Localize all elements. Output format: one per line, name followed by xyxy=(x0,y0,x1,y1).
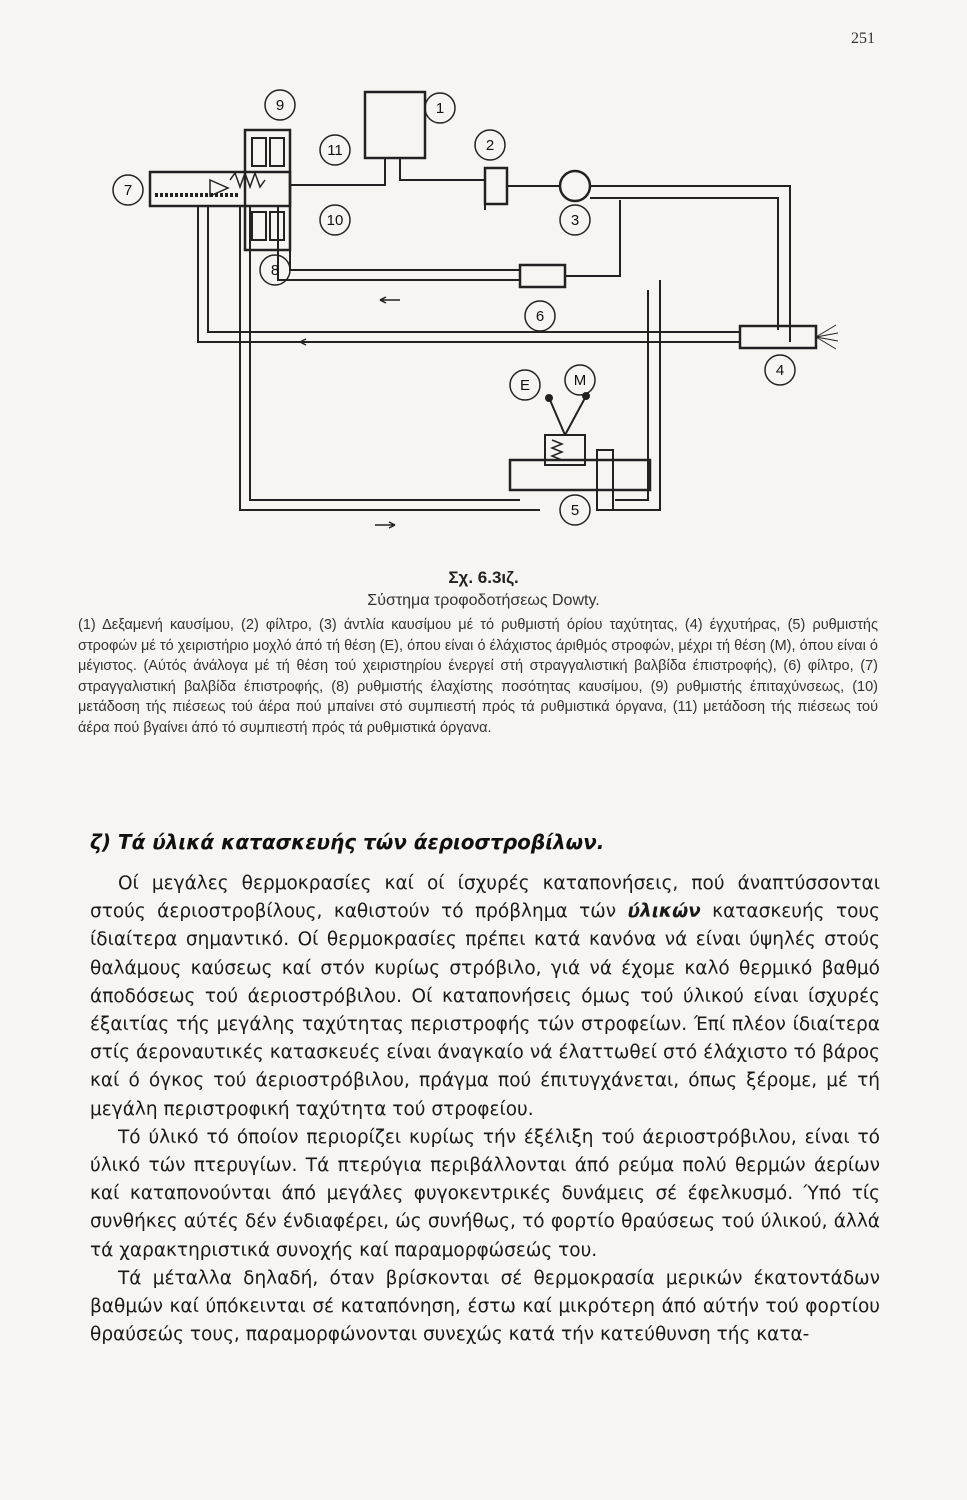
fuel-pump-circle xyxy=(560,171,590,201)
figure-caption-body: (1) Δεξαμενή καυσίμου, (2) φίλτρο, (3) άντλία καυσίμου μέ τό ρυθμιστή όρίου ταχύτητας, (4) έγχυτήρας, (5) ρυθμιστής στροφών μέ τό χειριστήριο μοχλό άπό τή θέση (Ε), όπου είναι ό έλάχιστος άριθμός στροφών, μέχρι τή θέση (Μ), όπου είναι ό μέγιστος. (Αύτός άνάλογα μέ τή θέση τού χειριστηρίου ένεργεί στή στραγγαλιστική βαλβίδα έπιστροφής), (6) φίλτρο, (7) στραγγαλιστική βαλβίδα έπιστροφής, (8) ρυθμιστής έλαχίστης ποσότητας καυσίμου, (9) ρυθμιστής έπιταχύνσεως, (10) μετάδοση τής πιέσεως τού άέρα πού μπαίνει στό συμπιεστή πρός τά ρυθμιστικά όργανα, (11) μετάδοση τής πιέσεως τού άέρα πού βγαίνει άπό τό συμπιεστή πρός τά ρυθμιστικά όργανα. xyxy=(78,617,878,736)
label-11: 11 xyxy=(327,142,343,159)
figure-caption-subtitle: Σύστημα τροφοδοτήσεως Dowty. xyxy=(367,592,600,609)
paragraph-1-part-1: Οί μεγάλες θερμοκρασίες καί οί ίσχυρές καταπονήσεις, πού άναπτύσσονται στούς άεριοστροβίλους, καθιστούν τό πρόβλημα τών xyxy=(90,873,880,923)
emphasis-materials: ύλικών xyxy=(627,901,701,923)
label-2: 2 xyxy=(485,137,495,154)
label-e: E xyxy=(519,377,531,394)
label-6: 6 xyxy=(535,308,545,325)
paragraph-1-part-2: κατασκευής τους ίδιαίτερα σημαντικό. Οί θερμοκρασίες πρέπει κατά κανόνα νά είναι ύψηλές στούς θαλάμους καύσεως καί στόν κυρίως στρόβιλο, γιά νά έχομε καλό θερμικό βαθμό άποδόσεως τού άεριοστρόβιλου. Οί καταπονήσεις όμως τού ύλικού είναι ίσχυρές έξαιτίας τής μεγάλης ταχύτητας περιστροφής τών στροφείων. Έπί πλέον ίδιαίτερα στίς άεροναυτικές κατασκευές είναι άναγκαίο νά έλαττωθεί στό έλάχιστο τό βάρος καί ό όγκος τού άεριοστρόβιλου, πράγμα πού έπιτυγχάνεται, όπως ξέρομε, μέ τή μεγάλη περιστροφική ταχύτητα τού στροφείου. xyxy=(90,901,880,1120)
paragraph-3: Τά μέταλλα δηλαδή, όταν βρίσκονται σέ θερμοκρασία μερικών έκατοντάδων βαθμών καί ύπόκεινται σέ καταπόνηση, έστω καί μικρότερη άπό αύτήν τού φορτίου θραύσεώς τους, παραμορφώνονται συνεχώς κατά τήν κατεύθυνση τής κατα- xyxy=(90,1267,880,1346)
regulator-assembly xyxy=(150,130,290,250)
figure-caption-title: Σχ. 6.3ιζ. xyxy=(448,568,519,587)
label-3: 3 xyxy=(570,212,580,229)
paragraph-1 xyxy=(90,870,880,1124)
label-10: 10 xyxy=(326,212,344,229)
label-5: 5 xyxy=(570,502,580,519)
filter-6-box xyxy=(520,265,565,287)
speed-governor xyxy=(510,393,650,510)
label-7: 7 xyxy=(123,182,133,199)
label-1: 1 xyxy=(435,100,445,117)
page-number: 251 xyxy=(851,30,875,47)
fuel-tank-box xyxy=(365,92,425,158)
body-text xyxy=(90,870,880,1349)
figure-dowty-fuel-system xyxy=(100,80,880,540)
filter-2-box xyxy=(485,168,507,204)
paragraph-2: Τό ύλικό τό όποίον περιορίζει κυρίως τήν έξέλιξη τού άεριοστρόβιλου, είναι τό ύλικό τών πτερυγίων. Τά πτερύγια περιβάλλονται άπό ρεύμα πολύ θερμών άερίων καί καταπονούνται άπό μεγάλες φυγοκεντρικές δυνάμεις σέ έφελκυσμό. Ύπό τίς συνθήκες αύτές δέν ένδιαφέρει, ώς συνήθως, τό φορτίο θραύσεως τού ύλικού, άλλά τά χαρακτηριστικά συνοχής καί παραμορφώσεώς του. xyxy=(90,1126,880,1261)
label-9: 9 xyxy=(275,97,285,114)
label-4: 4 xyxy=(775,362,785,379)
label-8: 8 xyxy=(270,262,280,279)
section-heading: ζ) Τά ύλικά κατασκευής τών άεριοστροβίλων. xyxy=(90,830,605,854)
label-m: M xyxy=(573,372,587,389)
fuel-system-diagram xyxy=(100,80,880,540)
